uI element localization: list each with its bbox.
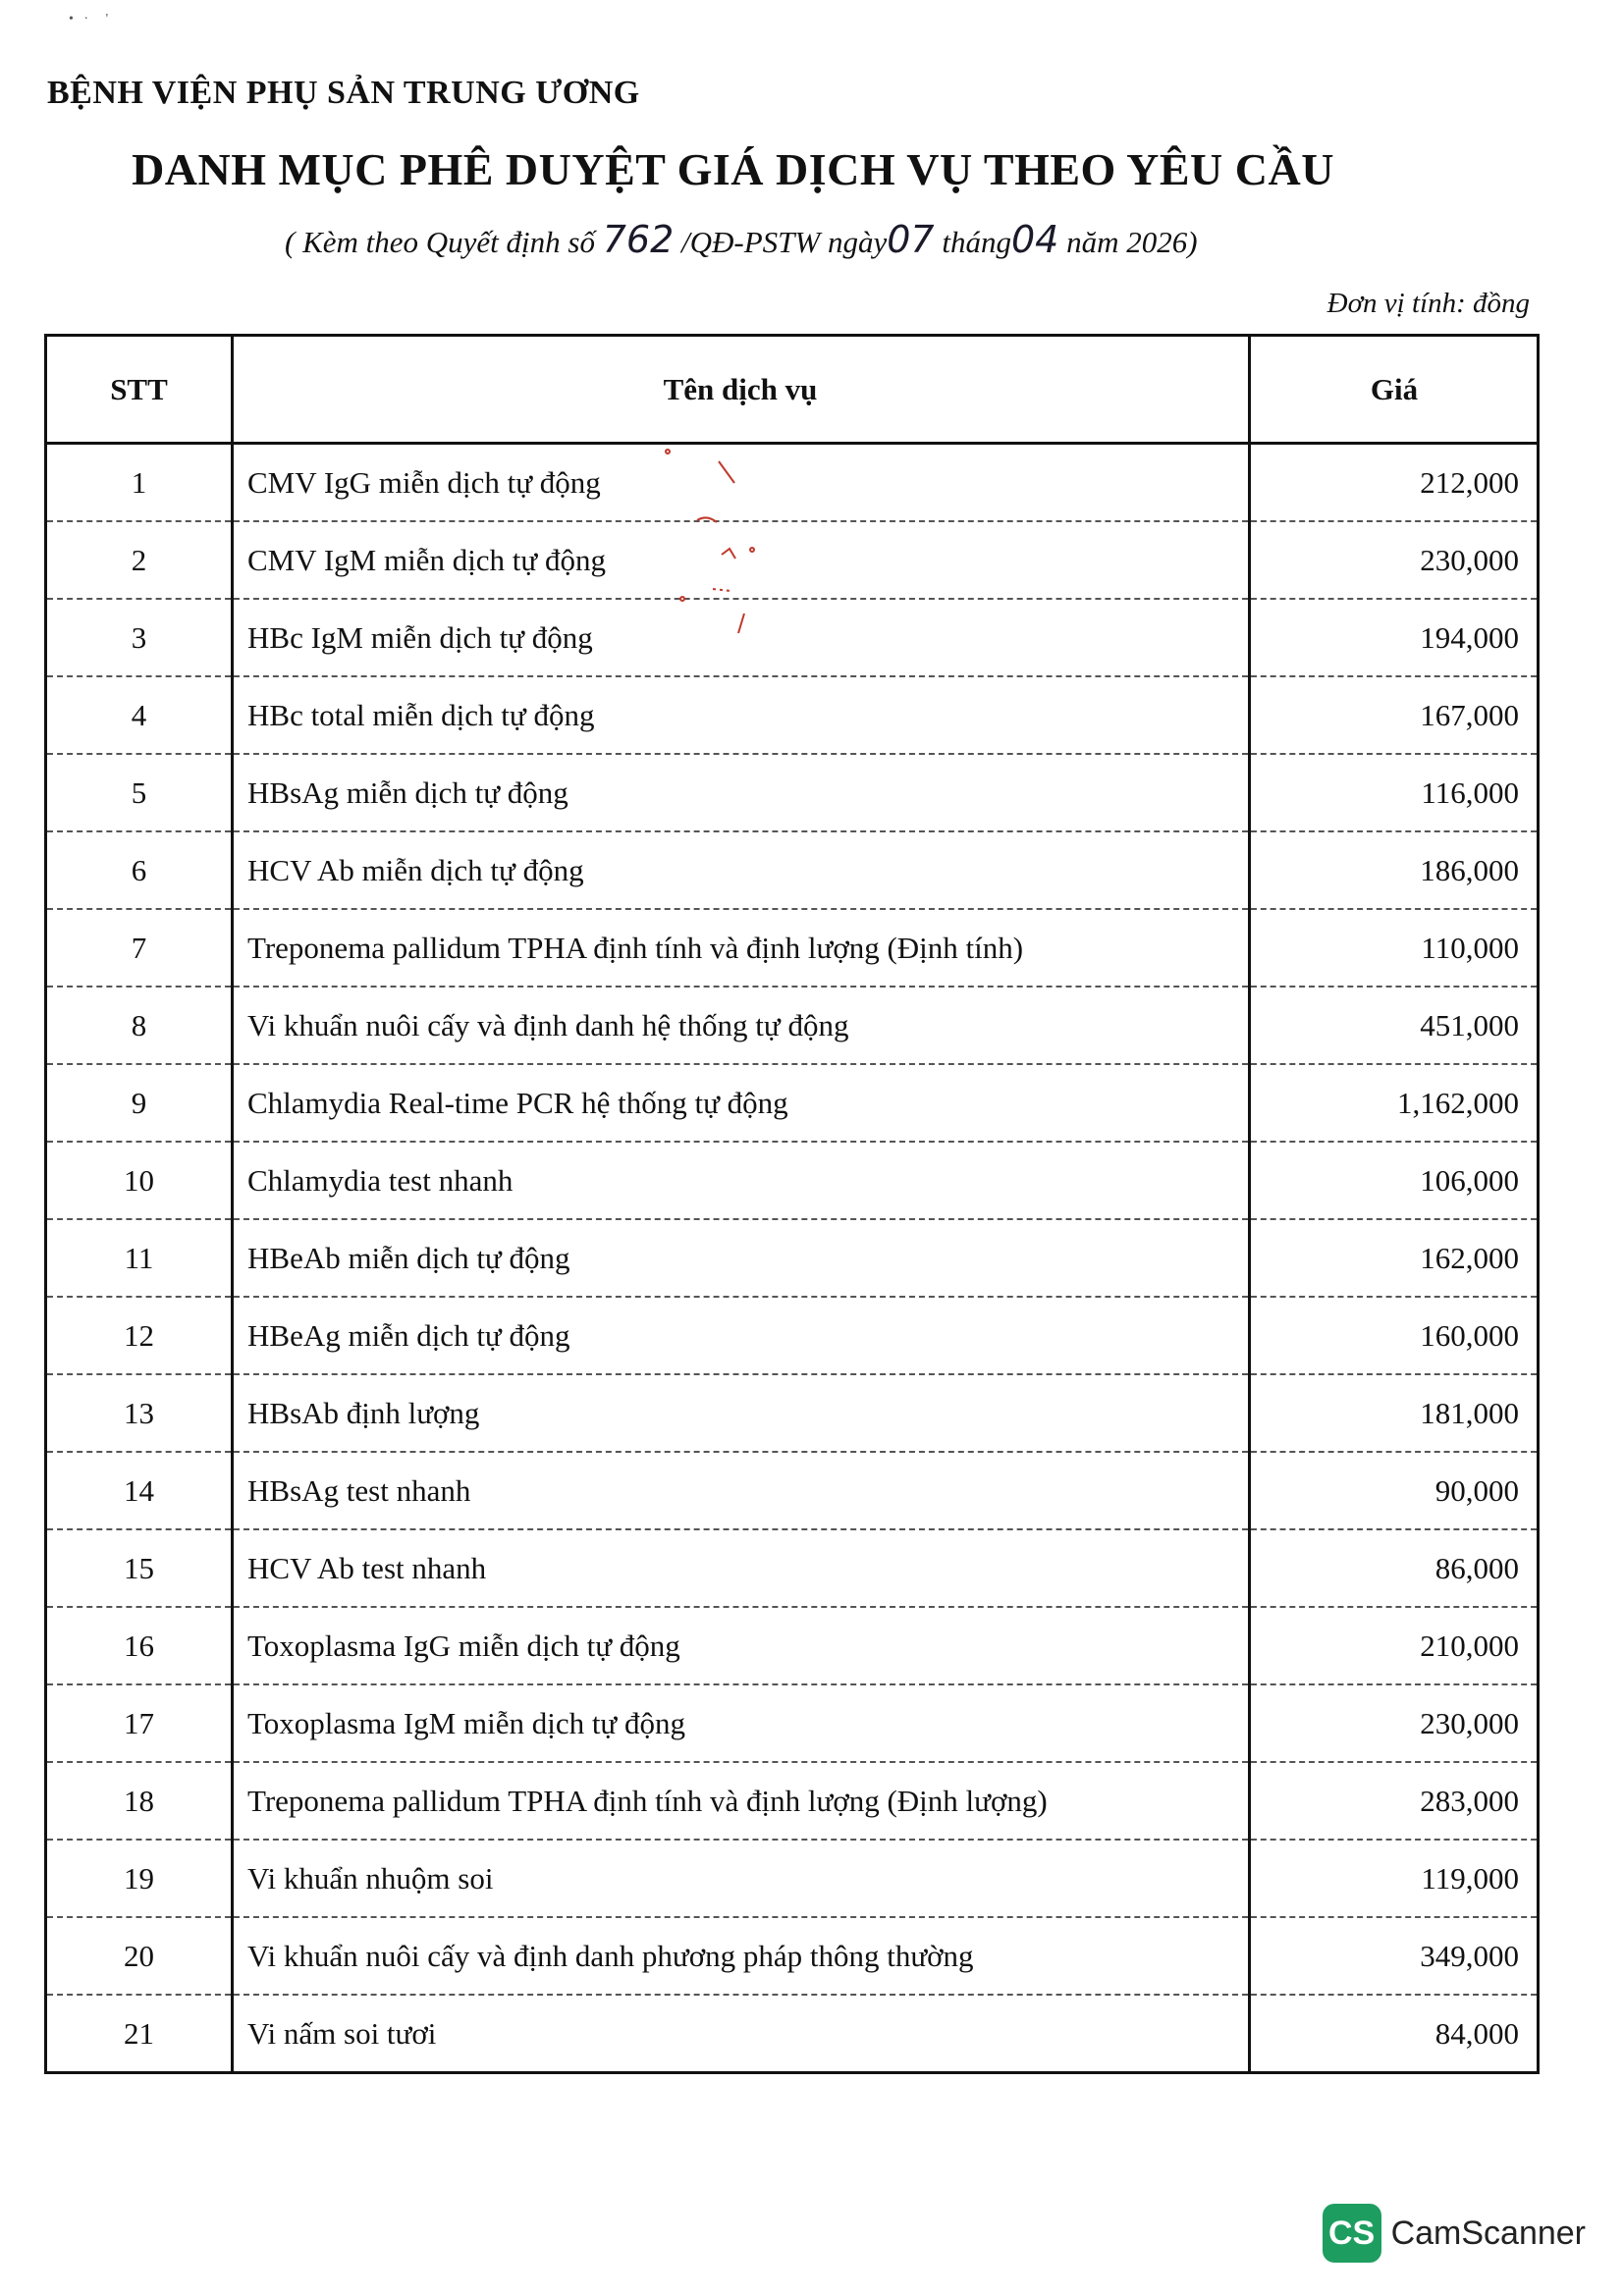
header-price: Giá [1250,336,1539,444]
row-service-name: CMV IgG miễn dịch tự động [233,444,1250,522]
row-service-name: HCV Ab miễn dịch tự động [233,831,1250,909]
decision-number: 762 [602,218,675,261]
row-service-name: Toxoplasma IgG miễn dịch tự động [233,1607,1250,1684]
row-price: 86,000 [1250,1529,1539,1607]
row-stt: 8 [46,987,233,1064]
table-row [46,1064,1539,1142]
document-title [0,143,1623,195]
row-price: 230,000 [1250,1684,1539,1762]
row-stt: 13 [46,1374,233,1452]
row-service-name: Toxoplasma IgM miễn dịch tự động [233,1684,1250,1762]
row-stt: 21 [46,1995,233,2073]
row-price: 181,000 [1250,1374,1539,1452]
row-price: 1,162,000 [1250,1064,1539,1142]
row-price: 116,000 [1250,754,1539,831]
stamp-mark [628,442,785,658]
row-price: 167,000 [1250,676,1539,754]
decision-prefix: ( Kèm theo Quyết định số [285,225,603,259]
row-price: 119,000 [1250,1840,1539,1917]
table-row [46,831,1539,909]
row-service-name: Chlamydia test nhanh [233,1142,1250,1219]
row-service-name: HBsAg miễn dịch tự động [233,754,1250,831]
row-service-name: Vi khuẩn nhuộm soi [233,1840,1250,1917]
row-price: 349,000 [1250,1917,1539,1995]
row-stt: 2 [46,521,233,599]
decision-day: 07 [887,218,935,261]
table-row [46,1762,1539,1840]
decision-reference [285,218,1198,261]
row-service-name: Treponema pallidum TPHA định tính và định lượng (Định tính) [233,909,1250,987]
table-row [46,1452,1539,1529]
table-row [46,1607,1539,1684]
row-stt: 18 [46,1762,233,1840]
row-service-name: HBeAb miễn dịch tự động [233,1219,1250,1297]
table-row [46,1219,1539,1297]
row-stt: 11 [46,1219,233,1297]
scan-specks: • · ' [69,12,109,27]
table-row [46,676,1539,754]
table-body [46,444,1539,2073]
decision-month: 04 [1010,218,1059,261]
row-price: 162,000 [1250,1219,1539,1297]
table-row [46,444,1539,522]
decision-mid2: tháng [934,225,1011,259]
row-stt: 9 [46,1064,233,1142]
row-service-name: HCV Ab test nhanh [233,1529,1250,1607]
table-row [46,1142,1539,1219]
row-service-name: Treponema pallidum TPHA định tính và định lượng (Định lượng) [233,1762,1250,1840]
row-price: 160,000 [1250,1297,1539,1374]
row-service-name: HBeAg miễn dịch tự động [233,1297,1250,1374]
decision-mid1: /QĐ-PSTW ngày [674,225,888,259]
header-service-name: Tên dịch vụ [233,336,1250,444]
table-row [46,1529,1539,1607]
row-price: 194,000 [1250,599,1539,676]
table-row [46,909,1539,987]
row-price: 110,000 [1250,909,1539,987]
table-row [46,1374,1539,1452]
table-row [46,987,1539,1064]
row-stt: 20 [46,1917,233,1995]
header-stt: STT [46,336,233,444]
unit-label: Đơn vị tính: đồng [1326,288,1530,319]
row-stt: 10 [46,1142,233,1219]
camscanner-name: CamScanner [1390,2214,1586,2252]
row-stt: 15 [46,1529,233,1607]
row-service-name: Vi nấm soi tươi [233,1995,1250,2073]
row-stt: 7 [46,909,233,987]
row-service-name: CMV IgM miễn dịch tự động [233,521,1250,599]
row-price: 106,000 [1250,1142,1539,1219]
row-stt: 1 [46,444,233,522]
table-row [46,1840,1539,1917]
row-stt: 14 [46,1452,233,1529]
row-price: 186,000 [1250,831,1539,909]
table-row [46,1684,1539,1762]
row-price: 212,000 [1250,444,1539,522]
hospital-name: BỆNH VIỆN PHỤ SẢN TRUNG ƯƠNG [47,75,640,111]
row-stt: 4 [46,676,233,754]
row-service-name: Vi khuẩn nuôi cấy và định danh phương pháp thông thường [233,1917,1250,1995]
row-stt: 16 [46,1607,233,1684]
row-service-name: HBsAb định lượng [233,1374,1250,1452]
row-price: 283,000 [1250,1762,1539,1840]
table-row [46,521,1539,599]
row-stt: 19 [46,1840,233,1917]
row-service-name: HBc total miễn dịch tự động [233,676,1250,754]
row-service-name: HBc IgM miễn dịch tự động [233,599,1250,676]
row-price: 90,000 [1250,1452,1539,1529]
row-price: 230,000 [1250,521,1539,599]
row-price: 451,000 [1250,987,1539,1064]
row-service-name: Vi khuẩn nuôi cấy và định danh hệ thống tự động [233,987,1250,1064]
table-row [46,754,1539,831]
row-stt: 5 [46,754,233,831]
table-row [46,1917,1539,1995]
camscanner-watermark [1323,2204,1586,2263]
camscanner-logo-icon: CS [1323,2204,1381,2263]
row-stt: 17 [46,1684,233,1762]
table-row [46,1995,1539,2073]
document-title-text: DANH MỤC PHÊ DUYỆT GIÁ DỊCH VỤ THEO YÊU CẦU [132,144,1334,194]
row-price: 210,000 [1250,1607,1539,1684]
table-header-row [46,336,1539,444]
table-row [46,1297,1539,1374]
table-row [46,599,1539,676]
row-service-name: Chlamydia Real-time PCR hệ thống tự động [233,1064,1250,1142]
row-price: 84,000 [1250,1995,1539,2073]
price-table [44,334,1540,2074]
row-stt: 3 [46,599,233,676]
row-stt: 6 [46,831,233,909]
decision-suffix: năm 2026) [1058,225,1198,259]
row-stt: 12 [46,1297,233,1374]
row-service-name: HBsAg test nhanh [233,1452,1250,1529]
